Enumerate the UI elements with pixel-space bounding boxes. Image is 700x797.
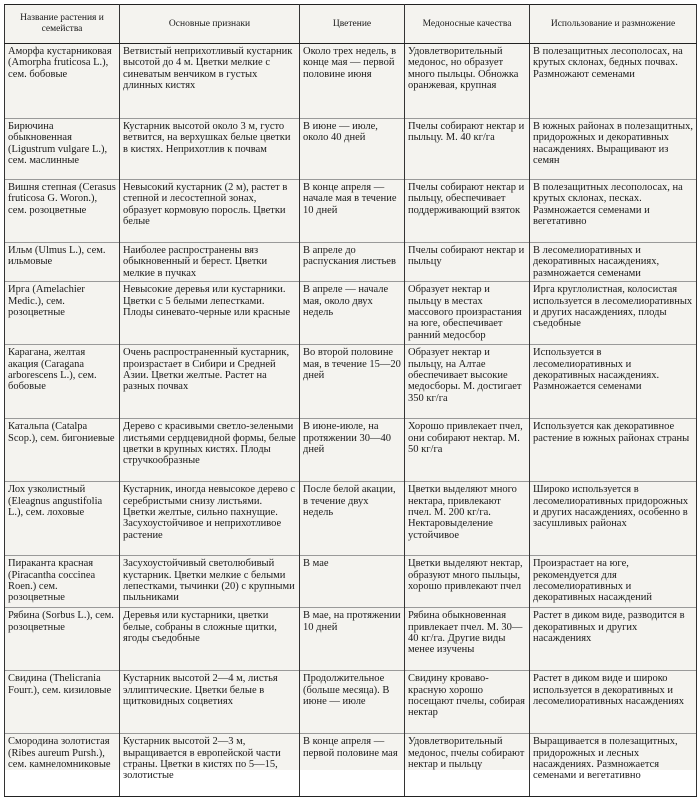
bloom-cell: В июне — июле, около 40 дней: [300, 119, 405, 180]
honey-cell: Цветки выделяют много нектара, привлекают пчел. М. 200 кг/га. Нектаровыделение устойчивое: [405, 482, 530, 556]
use-cell: В южных районах в полезащитных, придорожных и декоративных насаждениях. Выращивают из семян: [530, 119, 697, 180]
use-cell: Выращивается в полезащитных, придорожных и лесных насаждениях. Размножается семенами и вегетативно: [530, 734, 697, 797]
features-cell: Кустарник высотой около 3 м, густо ветвится, на верхушках белые цветки в кистях. Неприхотлив к почвам: [120, 119, 300, 180]
table-row: [5, 419, 697, 482]
table-row: [5, 243, 697, 282]
honey-cell: Рябина обыкновенная привлекает пчел. М. 30—40 кг/га. Другие виды менее изучены: [405, 608, 530, 671]
use-cell: Растет в диком виде и широко используется в декоративных и лесомелиоративных насаждениях: [530, 671, 697, 734]
features-cell: Невысокий кустарник (2 м), растет в степной и лесостепной зонах, образует кормовую поросль. Цветки белые: [120, 180, 300, 243]
table-row: [5, 734, 697, 797]
honey-cell: Пчелы собирают нектар и пыльцу. М. 40 кг/га: [405, 119, 530, 180]
use-cell: В лесомелиоративных и декоративных насаждениях, размножается семенами: [530, 243, 697, 282]
features-cell: Кустарник, иногда невысокое дерево с серебристыми снизу листьями. Цветки желтые, сильно пахнущие. Засухоустойчивое и неприхотливое растение: [120, 482, 300, 556]
bloom-cell: В мае, на протяжении 10 дней: [300, 608, 405, 671]
bloom-cell: В апреле до распускания листьев: [300, 243, 405, 282]
bloom-cell: В июне-июле, на протяжении 30—40 дней: [300, 419, 405, 482]
features-cell: Дерево с красивыми светло-зелеными листьями сердцевидной формы, белые цветки в крупных кистях. Плоды стручкообразные: [120, 419, 300, 482]
table-row: [5, 556, 697, 608]
table-row: [5, 180, 697, 243]
honey-cell: Удовлетворительный медонос, пчелы собирают нектар и пыльцу: [405, 734, 530, 797]
bloom-cell: В мае: [300, 556, 405, 608]
table-row: [5, 671, 697, 734]
features-cell: Очень распространенный кустарник, произрастает в Сибири и Средней Азии. Цветки желтые. Растет на разных почвах: [120, 345, 300, 419]
plant-name-cell: Лох узколистный (Eleagnus angustifolia L.), сем. лоховые: [5, 482, 120, 556]
plant-name-cell: Аморфа кустарниковая (Amorpha fruticosa L.), сем. бобовые: [5, 44, 120, 119]
bloom-cell: Продолжительное (больше месяца). В июне — июле: [300, 671, 405, 734]
features-cell: Засухоустойчивый светолюбивый кустарник. Цветки мелкие с белыми лепестками, тычинки (20) с крупными пыльниками: [120, 556, 300, 608]
features-cell: Деревья или кустарники, цветки белые, собраны в сложные щитки, ягоды съедобные: [120, 608, 300, 671]
use-cell: В полезащитных лесополосах, на крутых склонах, бедных почвах. Размножают семенами: [530, 44, 697, 119]
honey-cell: Образует нектар и пыльцу, на Алтае обеспечивает высокие медосборы. М. достигает 350 кг/га: [405, 345, 530, 419]
table-row: [5, 119, 697, 180]
header-bloom: Цветение: [300, 5, 405, 44]
bloom-cell: После белой акации, в течение двух недель: [300, 482, 405, 556]
bloom-cell: В апреле — начале мая, около двух недель: [300, 282, 405, 345]
use-cell: Ирга круглолистная, колосистая используется в лесомелиоративных и других насаждениях, плоды съедобные: [530, 282, 697, 345]
use-cell: Растет в диком виде, разводится в декоративных и других насаждениях: [530, 608, 697, 671]
table-row: [5, 345, 697, 419]
honey-cell: Удовлетворительный медонос, но образует много пыльцы. Обножка оранжевая, крупная: [405, 44, 530, 119]
plant-name-cell: Карагана, желтая акация (Caragana arborescens L.), сем. бобовые: [5, 345, 120, 419]
header-plant-name: Название растения и семейства: [5, 5, 120, 44]
honey-cell: Образует нектар и пыльцу в местах массового произрастания на юге, обеспечивает ранний медосбор: [405, 282, 530, 345]
document-page: [4, 4, 696, 782]
plant-name-cell: Вишня степная (Cerasus fruticosa G. Woron.), сем. розоцветные: [5, 180, 120, 243]
bloom-cell: Во второй половине мая, в течение 15—20 дней: [300, 345, 405, 419]
table-row: [5, 44, 697, 119]
use-cell: Используется как декоративное растение в южных районах страны: [530, 419, 697, 482]
header-features: Основные признаки: [120, 5, 300, 44]
use-cell: Используется в лесомелиоративных и декоративных насаждениях. Размножается семенами: [530, 345, 697, 419]
features-cell: Наиболее распространены вяз обыкновенный и берест. Цветки мелкие в пучках: [120, 243, 300, 282]
table-row: [5, 608, 697, 671]
honey-cell: Свидину кроваво-красную хорошо посещают пчелы, собирая нектар: [405, 671, 530, 734]
use-cell: Произрастает на юге, рекомендуется для лесомелиоративных и декоративных насаждений: [530, 556, 697, 608]
honey-cell: Пчелы собирают нектар и пыльцу: [405, 243, 530, 282]
plant-name-cell: Пираканта красная (Piracantha coccinea Roen.) сем. розоцветные: [5, 556, 120, 608]
plant-name-cell: Ильм (Ulmus L.), сем. ильмовые: [5, 243, 120, 282]
honey-cell: Цветки выделяют нектар, образуют много пыльцы, хорошо привлекают пчел: [405, 556, 530, 608]
honey-cell: Хорошо привлекает пчел, они собирают нектар. М. 50 кг/га: [405, 419, 530, 482]
table-row: [5, 282, 697, 345]
honey-plants-table: [4, 4, 697, 797]
features-cell: Ветвистый неприхотливый кустарник высотой до 4 м. Цветки мелкие с синеватым венчиком в густых длинных кистях: [120, 44, 300, 119]
use-cell: Широко используется в лесомелиоративных придорожных и других насаждениях, особенно в засушливых районах: [530, 482, 697, 556]
features-cell: Невысокие деревья или кустарники. Цветки с 5 белыми лепестками. Плоды синевато-черные или красные: [120, 282, 300, 345]
table-header-row: [5, 5, 697, 44]
features-cell: Кустарник высотой 2—3 м, выращивается в европейской части страны. Цветки в кистях по 5—15, золотистые: [120, 734, 300, 797]
plant-name-cell: Свидина (Thelicrania Fourr.), сем. кизиловые: [5, 671, 120, 734]
header-use: Использование и размножение: [530, 5, 697, 44]
bloom-cell: В конце апреля — начале мая в течение 10 дней: [300, 180, 405, 243]
table-row: [5, 482, 697, 556]
use-cell: В полезащитных лесополосах, на крутых склонах, песках. Размножается семенами и вегетативно: [530, 180, 697, 243]
plant-name-cell: Рябина (Sorbus L.), сем. розоцветные: [5, 608, 120, 671]
plant-name-cell: Бирючина обыкновенная (Ligustrum vulgare L.), сем. маслинные: [5, 119, 120, 180]
header-honey-qualities: Медоносные качества: [405, 5, 530, 44]
honey-cell: Пчелы собирают нектар и пыльцу, обеспечивает поддерживающий взяток: [405, 180, 530, 243]
plant-name-cell: Смородина золотистая (Ribes aureum Pursh.), сем. камнеломниковые: [5, 734, 120, 797]
bloom-cell: Около трех недель, в конце мая — первой половине июня: [300, 44, 405, 119]
features-cell: Кустарник высотой 2—4 м, листья эллиптические. Цветки белые в щитковидных соцветиях: [120, 671, 300, 734]
bloom-cell: В конце апреля — первой половине мая: [300, 734, 405, 797]
plant-name-cell: Катальпа (Catalpa Scop.), сем. бигониевые: [5, 419, 120, 482]
plant-name-cell: Ирга (Amelachier Medic.), сем. розоцветные: [5, 282, 120, 345]
